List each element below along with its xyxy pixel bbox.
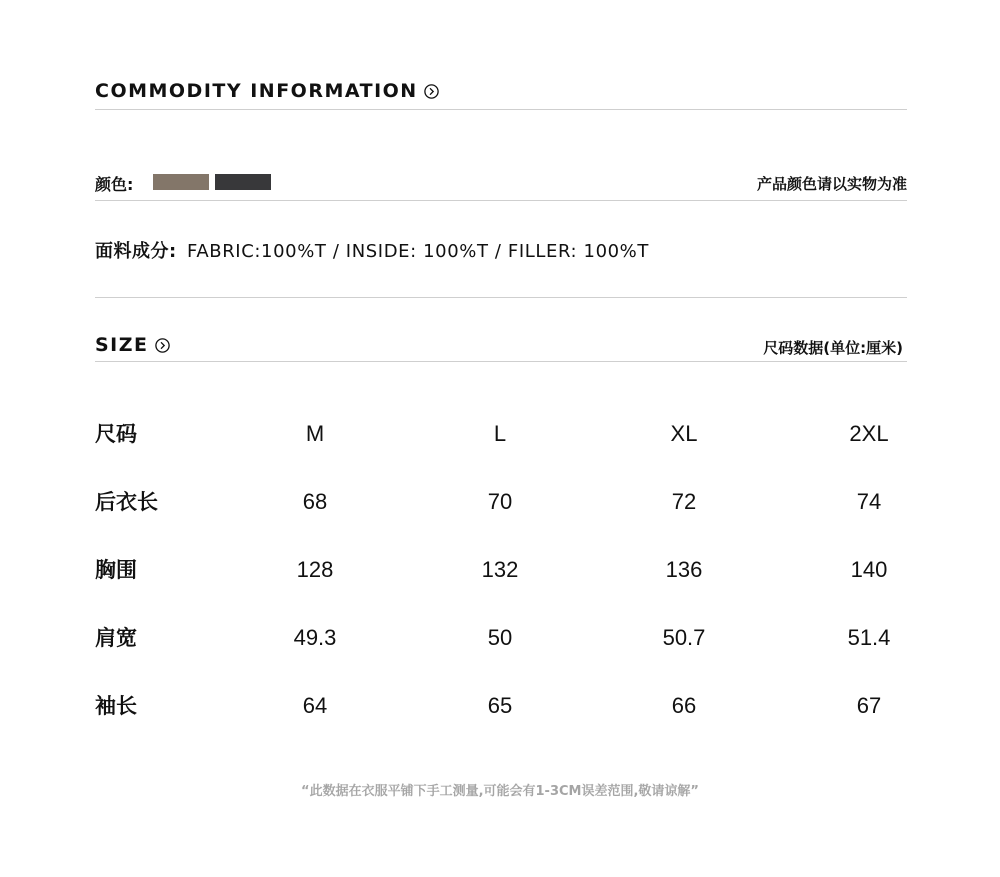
size-cell: 68: [302, 489, 328, 514]
size-cell: 50: [487, 625, 513, 650]
size-cell: 2XL: [849, 421, 889, 446]
size-table-row: [95, 536, 907, 604]
size-cell: 72: [671, 489, 697, 514]
fabric-value: FABRIC:100%T / INSIDE: 100%T / FILLER: 100%T: [187, 241, 649, 262]
size-cell: 49.3: [293, 625, 337, 650]
size-cell: 50.7: [662, 625, 706, 650]
size-cell: 67: [856, 693, 882, 718]
chevron-circle-right-icon: [424, 84, 439, 99]
divider: [95, 297, 907, 298]
size-cell: 66: [671, 693, 697, 718]
size-title-text: SIZE: [95, 334, 149, 356]
measurement-disclaimer: “此数据在衣服平铺下手工测量,可能会有1-3CM误差范围,敬请谅解”: [301, 784, 699, 799]
size-cell: 140: [850, 557, 888, 582]
size-table-row: [95, 468, 907, 536]
divider: [95, 109, 907, 110]
color-label: 颜色:: [95, 175, 134, 194]
divider: [95, 361, 907, 362]
color-swatch-taupe[interactable]: [153, 174, 209, 190]
row-label: 袖长: [95, 694, 137, 718]
size-cell: 128: [296, 557, 334, 582]
fabric-label: 面料成分:: [95, 241, 177, 262]
size-cell: 74: [856, 489, 882, 514]
size-cell: 65: [487, 693, 513, 718]
row-label: 胸围: [95, 558, 137, 582]
size-title: [95, 333, 170, 357]
fabric-composition: [95, 237, 649, 263]
size-cell: 132: [481, 557, 519, 582]
color-accuracy-note: 产品颜色请以实物为准: [756, 175, 907, 193]
row-label: 尺码: [95, 422, 137, 446]
size-cell: 64: [302, 693, 328, 718]
size-cell: M: [305, 421, 325, 446]
size-cell: L: [493, 421, 507, 446]
size-cell: 51.4: [847, 625, 891, 650]
row-label: 肩宽: [95, 626, 137, 650]
commodity-information-title: [95, 79, 439, 103]
row-label: 后衣长: [95, 490, 158, 514]
size-cell: 70: [487, 489, 513, 514]
commodity-title-text: COMMODITY INFORMATION: [95, 80, 418, 102]
divider: [95, 200, 907, 201]
size-cell: 136: [665, 557, 703, 582]
size-table-row: [95, 672, 907, 740]
size-table-row: [95, 604, 907, 672]
size-table-row: [95, 400, 907, 468]
size-cell: XL: [670, 421, 698, 446]
size-unit-note: 尺码数据(单位:厘米): [763, 339, 903, 357]
color-swatch-charcoal[interactable]: [215, 174, 271, 190]
chevron-circle-right-icon: [155, 338, 170, 353]
